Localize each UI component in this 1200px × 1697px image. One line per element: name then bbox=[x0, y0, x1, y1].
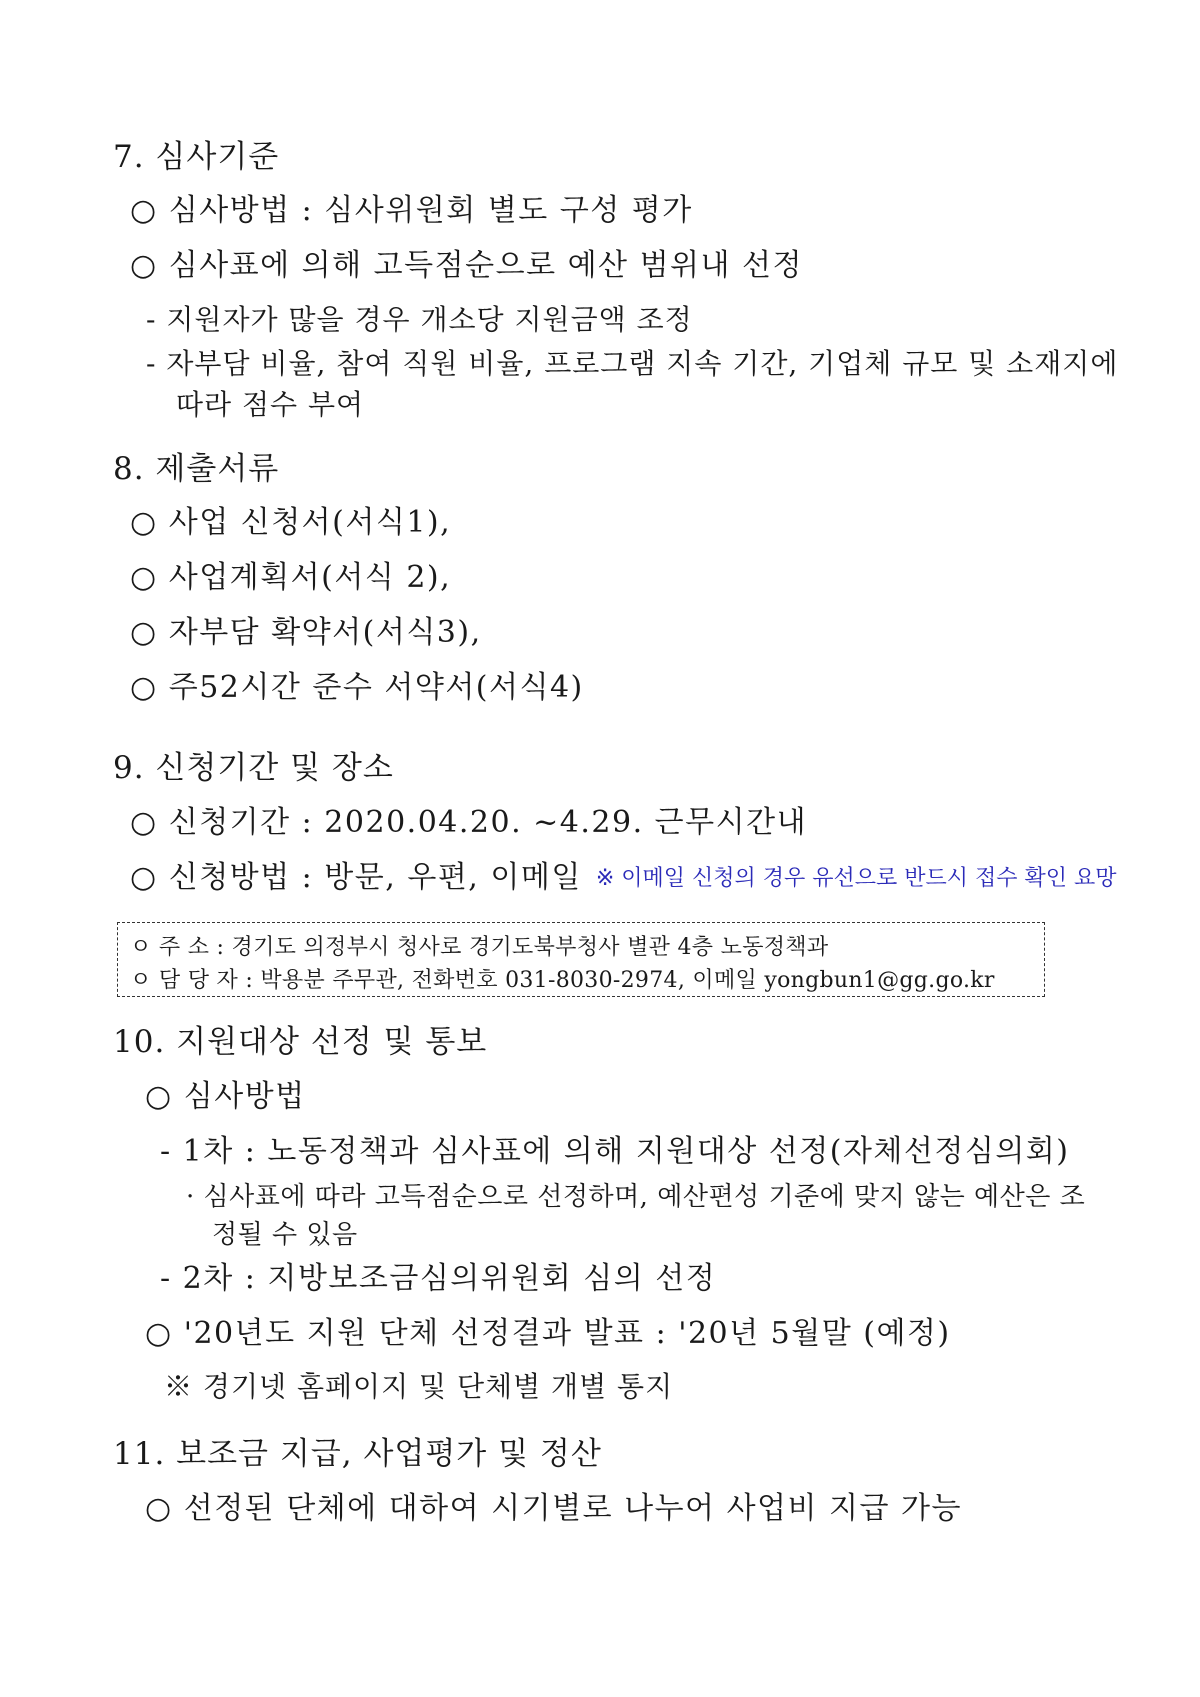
contact-address: ㅇ 주 소 : 경기도 의정부시 청사로 경기도북부청사 별관 4층 노동정책과 bbox=[130, 935, 829, 960]
contact-info-box bbox=[117, 922, 1045, 997]
section-7-dash-2: - 자부담 비율, 참여 직원 비율, 프로그램 지속 기간, 기업체 규모 및 소재지에 bbox=[146, 347, 1119, 380]
section-7-dash-1: - 지원자가 많을 경우 개소당 지원금액 조정 bbox=[146, 303, 693, 336]
section-10-step-2: - 2차 : 지방보조금심의위원회 심의 선정 bbox=[160, 1261, 717, 1296]
section-10-announce: ○ '20년도 지원 단체 선정결과 발표 : '20년 5월말 (예정) bbox=[145, 1316, 951, 1351]
section-10-step-1: - 1차 : 노동정책과 심사표에 의해 지원대상 선정(자체선정심의회) bbox=[160, 1134, 1070, 1169]
section-8-item: ○ 자부담 확약서(서식3), bbox=[130, 615, 482, 650]
section-10-step-1-note-cont: 정될 수 있음 bbox=[212, 1220, 358, 1250]
section-11-item-1: ○ 선정된 단체에 대하여 시기별로 나누어 사업비 지급 가능 bbox=[145, 1491, 963, 1526]
section-9-item-1: ○ 신청기간 : 2020.04.20. ~4.29. 근무시간내 bbox=[130, 805, 808, 840]
section-9-item-2-text: ○ 신청방법 : 방문, 우편, 이메일 bbox=[130, 860, 582, 895]
contact-person: ㅇ 담 당 자 : 박용분 주무관, 전화번호 031-8030-2974, 이메일 yongbun1@gg.go.kr bbox=[130, 968, 995, 993]
section-8-item: ○ 사업계획서(서식 2), bbox=[130, 560, 452, 595]
section-9-item-2 bbox=[130, 861, 1117, 894]
section-10-heading: 10. 지원대상 선정 및 통보 bbox=[113, 1024, 488, 1060]
section-8-item: ○ 주52시간 준수 서약서(서식4) bbox=[130, 670, 584, 705]
section-7-item-1: ○ 심사방법 : 심사위원회 별도 구성 평가 bbox=[130, 193, 693, 228]
section-7-heading: 7. 심사기준 bbox=[113, 139, 280, 175]
section-10-step-1-note: · 심사표에 따라 고득점순으로 선정하며, 예산편성 기준에 맞지 않는 예산은 조 bbox=[186, 1182, 1086, 1212]
section-8-item: ○ 사업 신청서(서식1), bbox=[130, 505, 452, 540]
section-11-heading: 11. 보조금 지급, 사업평가 및 정산 bbox=[113, 1436, 602, 1472]
section-8-heading: 8. 제출서류 bbox=[113, 451, 280, 487]
section-10-notice: ※ 경기넷 홈페이지 및 단체별 개별 통지 bbox=[164, 1370, 674, 1403]
section-10-method: ○ 심사방법 bbox=[145, 1079, 306, 1114]
section-7-dash-2-cont: 따라 점수 부여 bbox=[176, 388, 365, 421]
section-9-heading: 9. 신청기간 및 장소 bbox=[113, 750, 394, 786]
section-9-item-2-note: ※ 이메일 신청의 경우 유선으로 반드시 접수 확인 요망 bbox=[595, 866, 1117, 891]
section-7-item-2: ○ 심사표에 의해 고득점순으로 예산 범위내 선정 bbox=[130, 248, 804, 283]
